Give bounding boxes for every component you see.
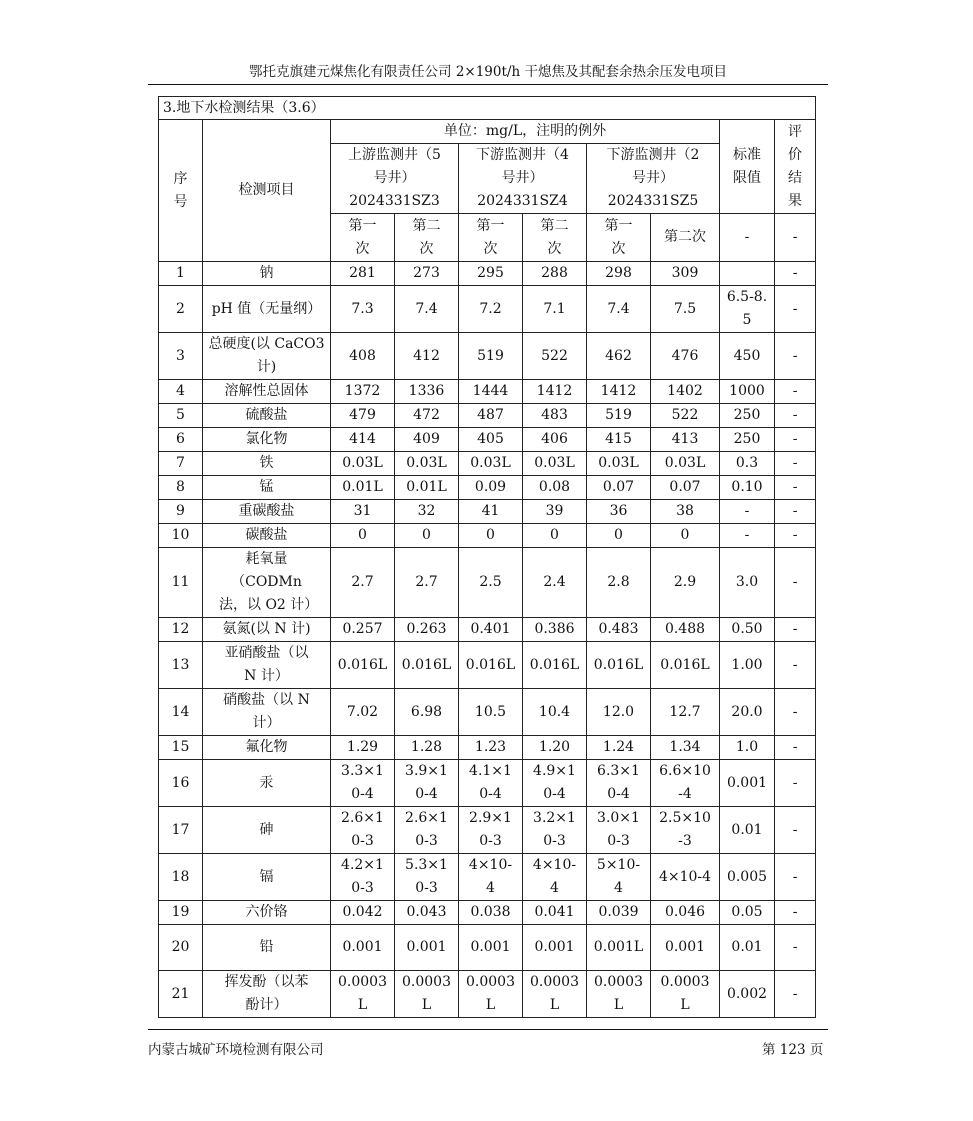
value-cell: 7.5 [651,286,720,333]
value-cell: 0.03L [587,452,651,476]
row-number: 7 [159,452,203,476]
value-cell: 0.401 [459,618,523,642]
result-cell: - [775,854,816,901]
value-cell: 2.6×10-3 [331,807,395,854]
table-row [159,500,816,524]
value-cell: 309 [651,262,720,286]
value-cell: 0.0003L [331,971,395,1018]
row-number: 17 [159,807,203,854]
result-cell: - [775,642,816,689]
value-cell: 408 [331,333,395,380]
value-cell: 7.2 [459,286,523,333]
value-cell: 2.8 [587,548,651,618]
result-cell: - [775,548,816,618]
header-standard: 标准限值 [720,120,775,214]
standard-cell: 250 [720,404,775,428]
table-row [159,925,816,971]
row-number: 19 [159,901,203,925]
round-second: 第二次 [523,214,587,262]
value-cell: 298 [587,262,651,286]
value-cell: 0.386 [523,618,587,642]
table-row [159,736,816,760]
value-cell: 0.07 [587,476,651,500]
row-number: 5 [159,404,203,428]
row-item: 硝酸盐（以 N 计） [203,689,331,736]
row-number: 20 [159,925,203,971]
row-item: 硫酸盐 [203,404,331,428]
result-cell: - [775,618,816,642]
result-cell: - [775,925,816,971]
footer-company: 内蒙古城矿环境检测有限公司 [148,1042,324,1058]
result-cell: - [775,760,816,807]
result-cell: - [775,404,816,428]
standard-cell: 450 [720,333,775,380]
value-cell: 0.016L [587,642,651,689]
value-cell: 5×10-4 [587,854,651,901]
result-cell: - [775,971,816,1018]
well-header: 上游监测井（5 号井） 2024331SZ3 [331,144,459,214]
row-item: 碳酸盐 [203,524,331,548]
row-item: 氟化物 [203,736,331,760]
row-item: 总硬度(以 CaCO3 计) [203,333,331,380]
value-cell: 41 [459,500,523,524]
value-cell: 405 [459,428,523,452]
value-cell: 0.016L [331,642,395,689]
value-cell: 0.016L [459,642,523,689]
row-item: 耗氧量（CODMn 法，以 O2 计） [203,548,331,618]
page-header: 鄂托克旗建元煤焦化有限责任公司 2×190t/h 干熄焦及其配套余热余压发电项目 [249,64,727,80]
value-cell: 0.016L [523,642,587,689]
value-cell: 1.34 [651,736,720,760]
footer-page-number: 第 123 页 [762,1042,824,1058]
row-number: 2 [159,286,203,333]
standard-cell: 0.005 [720,854,775,901]
header-item: 检测项目 [203,120,331,262]
standard-cell: 250 [720,428,775,452]
row-item: 铅 [203,925,331,971]
value-cell: 7.1 [523,286,587,333]
row-item: 钠 [203,262,331,286]
result-cell: - [775,428,816,452]
value-cell: 0.0003L [523,971,587,1018]
value-cell: 4×10-4 [523,854,587,901]
value-cell: 487 [459,404,523,428]
value-cell: 0.043 [395,901,459,925]
value-cell: 7.4 [395,286,459,333]
table-row [159,971,816,1018]
value-cell: 0 [395,524,459,548]
row-number: 13 [159,642,203,689]
standard-cell: 0.3 [720,452,775,476]
groundwater-results-table [158,96,816,1018]
value-cell: 7.3 [331,286,395,333]
standard-cell: 0.01 [720,807,775,854]
standard-cell: 1.0 [720,736,775,760]
value-cell: 0.046 [651,901,720,925]
value-cell: 522 [651,404,720,428]
value-cell: 0.041 [523,901,587,925]
value-cell: 0.263 [395,618,459,642]
value-cell: 1.20 [523,736,587,760]
result-subheader: - [775,214,816,262]
standard-cell: - [720,500,775,524]
row-item: 氯化物 [203,428,331,452]
table-row [159,452,816,476]
table-row [159,404,816,428]
value-cell: 3.0×10-3 [587,807,651,854]
value-cell: 476 [651,333,720,380]
header-seq: 序号 [159,120,203,262]
header-result: 评价结果 [775,120,816,214]
value-cell: 0.001L [587,925,651,971]
result-cell: - [775,476,816,500]
standard-cell: 6.5-8.5 [720,286,775,333]
value-cell: 0.0003L [459,971,523,1018]
value-cell: 38 [651,500,720,524]
table-row [159,618,816,642]
value-cell: 0.016L [395,642,459,689]
value-cell: 0.483 [587,618,651,642]
value-cell: 414 [331,428,395,452]
value-cell: 0.001 [523,925,587,971]
value-cell: 522 [523,333,587,380]
row-item: 亚硝酸盐（以 N 计） [203,642,331,689]
value-cell: 1.29 [331,736,395,760]
table-row [159,476,816,500]
row-item: 汞 [203,760,331,807]
standard-cell: 0.10 [720,476,775,500]
standard-cell: 1.00 [720,642,775,689]
header-unit-note: 单位：mg/L，注明的例外 [331,120,720,144]
value-cell: 10.4 [523,689,587,736]
round-first: 第一次 [587,214,651,262]
value-cell: 0.09 [459,476,523,500]
value-cell: 0.03L [459,452,523,476]
standard-cell: 1000 [720,380,775,404]
value-cell: 406 [523,428,587,452]
value-cell: 3.3×10-4 [331,760,395,807]
value-cell: 1.24 [587,736,651,760]
value-cell: 1336 [395,380,459,404]
value-cell: 0.016L [651,642,720,689]
standard-cell: 20.0 [720,689,775,736]
well-header: 下游监测井（2 号井） 2024331SZ5 [587,144,720,214]
value-cell: 0 [651,524,720,548]
row-item: 氨氮(以 N 计) [203,618,331,642]
value-cell: 0.257 [331,618,395,642]
value-cell: 483 [523,404,587,428]
value-cell: 0.08 [523,476,587,500]
value-cell: 0 [459,524,523,548]
table-row [159,854,816,901]
value-cell: 6.6×10-4 [651,760,720,807]
value-cell: 0.001 [331,925,395,971]
table-row [159,262,816,286]
value-cell: 4.1×10-4 [459,760,523,807]
value-cell: 0.039 [587,901,651,925]
row-item: 砷 [203,807,331,854]
row-item: 锰 [203,476,331,500]
value-cell: 39 [523,500,587,524]
standard-cell: 0.01 [720,925,775,971]
value-cell: 0.03L [331,452,395,476]
value-cell: 0.03L [523,452,587,476]
row-number: 4 [159,380,203,404]
value-cell: 2.4 [523,548,587,618]
row-item: 溶解性总固体 [203,380,331,404]
value-cell: 1372 [331,380,395,404]
value-cell: 7.4 [587,286,651,333]
row-number: 21 [159,971,203,1018]
value-cell: 0.488 [651,618,720,642]
value-cell: 1444 [459,380,523,404]
value-cell: 1412 [523,380,587,404]
value-cell: 0.0003L [395,971,459,1018]
value-cell: 479 [331,404,395,428]
value-cell: 0 [587,524,651,548]
value-cell: 0.001 [395,925,459,971]
value-cell: 12.7 [651,689,720,736]
result-cell: - [775,807,816,854]
value-cell: 2.5 [459,548,523,618]
value-cell: 1412 [587,380,651,404]
result-cell: - [775,901,816,925]
value-cell: 1.23 [459,736,523,760]
table-row [159,760,816,807]
value-cell: 4×10-4 [459,854,523,901]
round-second: 第二次 [651,214,720,262]
value-cell: 462 [587,333,651,380]
value-cell: 0.03L [651,452,720,476]
row-number: 18 [159,854,203,901]
value-cell: 3.9×10-4 [395,760,459,807]
value-cell: 2.7 [395,548,459,618]
row-item: pH 值（无量纲） [203,286,331,333]
table-caption: 3.地下水检测结果（3.6） [159,97,816,120]
row-number: 10 [159,524,203,548]
table-row [159,901,816,925]
value-cell: 4.9×10-4 [523,760,587,807]
value-cell: 412 [395,333,459,380]
table-row [159,333,816,380]
standard-cell: - [720,524,775,548]
value-cell: 0.03L [395,452,459,476]
standard-cell: 0.05 [720,901,775,925]
result-cell: - [775,689,816,736]
standard-cell: 0.002 [720,971,775,1018]
value-cell: 0.001 [651,925,720,971]
value-cell: 36 [587,500,651,524]
table-row [159,807,816,854]
table-row [159,286,816,333]
value-cell: 0 [331,524,395,548]
value-cell: 288 [523,262,587,286]
value-cell: 6.3×10-4 [587,760,651,807]
row-item: 铁 [203,452,331,476]
table-row [159,548,816,618]
value-cell: 6.98 [395,689,459,736]
row-item: 镉 [203,854,331,901]
value-cell: 5.3×10-3 [395,854,459,901]
row-number: 12 [159,618,203,642]
value-cell: 0.01L [331,476,395,500]
value-cell: 519 [587,404,651,428]
table-row [159,380,816,404]
round-first: 第一次 [331,214,395,262]
value-cell: 4.2×10-3 [331,854,395,901]
value-cell: 1402 [651,380,720,404]
value-cell: 0.07 [651,476,720,500]
standard-subheader: - [720,214,775,262]
value-cell: 7.02 [331,689,395,736]
value-cell: 1.28 [395,736,459,760]
value-cell: 2.6×10-3 [395,807,459,854]
standard-cell: 0.001 [720,760,775,807]
value-cell: 295 [459,262,523,286]
row-number: 11 [159,548,203,618]
result-cell: - [775,736,816,760]
row-number: 8 [159,476,203,500]
value-cell: 32 [395,500,459,524]
row-number: 16 [159,760,203,807]
round-second: 第二次 [395,214,459,262]
row-item: 六价铬 [203,901,331,925]
footer-rule [148,1029,828,1030]
value-cell: 4×10-4 [651,854,720,901]
row-item: 重碳酸盐 [203,500,331,524]
value-cell: 0.038 [459,901,523,925]
result-cell: - [775,500,816,524]
row-number: 15 [159,736,203,760]
value-cell: 415 [587,428,651,452]
value-cell: 0 [523,524,587,548]
header-rule [148,84,828,85]
table-row [159,689,816,736]
row-number: 1 [159,262,203,286]
result-cell: - [775,524,816,548]
value-cell: 273 [395,262,459,286]
result-cell: - [775,452,816,476]
value-cell: 2.9 [651,548,720,618]
value-cell: 10.5 [459,689,523,736]
standard-cell [720,262,775,286]
value-cell: 0.001 [459,925,523,971]
value-cell: 2.5×10-3 [651,807,720,854]
standard-cell: 0.50 [720,618,775,642]
value-cell: 12.0 [587,689,651,736]
value-cell: 413 [651,428,720,452]
row-item: 挥发酚（以苯酚计） [203,971,331,1018]
value-cell: 2.7 [331,548,395,618]
value-cell: 0.0003L [651,971,720,1018]
row-number: 9 [159,500,203,524]
value-cell: 31 [331,500,395,524]
well-header: 下游监测井（4 号井） 2024331SZ4 [459,144,587,214]
result-cell: - [775,262,816,286]
value-cell: 0.01L [395,476,459,500]
value-cell: 3.2×10-3 [523,807,587,854]
value-cell: 0.0003L [587,971,651,1018]
table-row [159,642,816,689]
row-number: 6 [159,428,203,452]
table-row [159,428,816,452]
value-cell: 472 [395,404,459,428]
row-number: 14 [159,689,203,736]
value-cell: 519 [459,333,523,380]
value-cell: 2.9×10-3 [459,807,523,854]
value-cell: 0.042 [331,901,395,925]
value-cell: 409 [395,428,459,452]
result-cell: - [775,380,816,404]
standard-cell: 3.0 [720,548,775,618]
result-cell: - [775,286,816,333]
value-cell: 281 [331,262,395,286]
round-first: 第一次 [459,214,523,262]
table-row [159,524,816,548]
row-number: 3 [159,333,203,380]
result-cell: - [775,333,816,380]
